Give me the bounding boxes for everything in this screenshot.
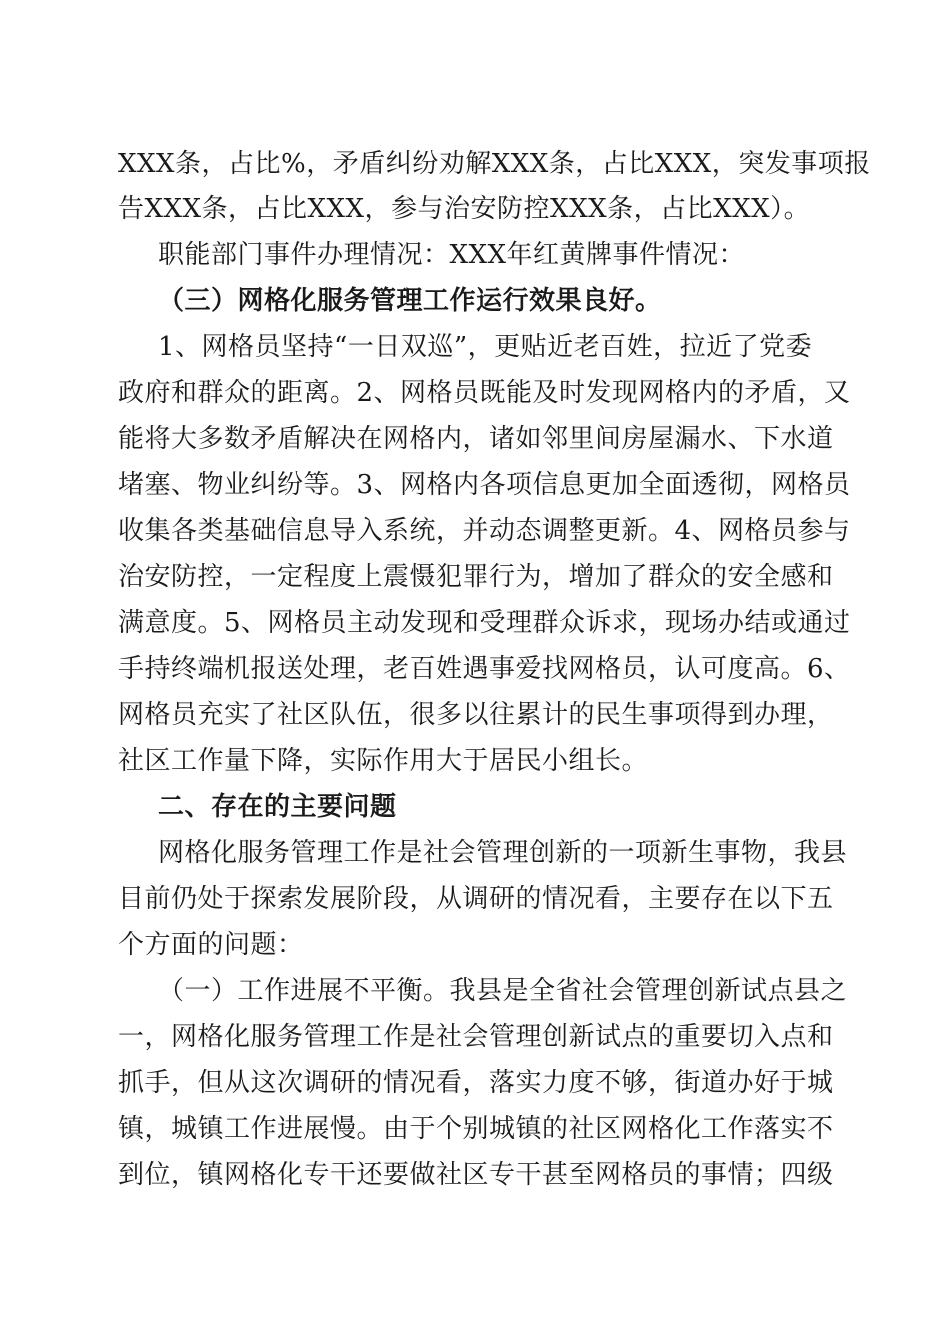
subheading-line: （三）网格化服务管理工作运行效果良好。 <box>158 286 662 316</box>
paragraph-line: 一，网格化服务管理工作是社会管理创新试点的重要切入点和 <box>118 1022 834 1052</box>
paragraph-line: 1、网格员坚持“一日双巡”，更贴近老百姓，拉近了党委 <box>158 332 813 362</box>
paragraph-line: 堵塞、物业纠纷等。3、网格内各项信息更加全面透彻，网格员 <box>118 470 851 500</box>
paragraph-line: 能将大多数矛盾解决在网格内，诸如邻里间房屋漏水、下水道 <box>118 424 834 454</box>
paragraph-line: 告XXX条，占比XXX，参与治安防控XXX条，占比XXX）。 <box>118 194 811 224</box>
section-heading: 二、存在的主要问题 <box>158 792 397 822</box>
paragraph-line: XXX条，占比%，矛盾纠纷劝解XXX条，占比XXX，突发事项报 <box>118 149 871 179</box>
paragraph-line: 社区工作量下降，实际作用大于居民小组长。 <box>118 746 649 776</box>
paragraph-line: 网格员充实了社区队伍，很多以往累计的民生事项得到办理， <box>118 700 834 730</box>
paragraph-line: 镇，城镇工作进展慢。由于个别城镇的社区网格化工作落实不 <box>118 1114 834 1144</box>
paragraph-line: 网格化服务管理工作是社会管理创新的一项新生事物，我县 <box>158 838 848 868</box>
paragraph-line: 手持终端机报送处理，老百姓遇事爱找网格员，认可度高。6、 <box>118 654 851 684</box>
paragraph-line: 目前仍处于探索发展阶段，从调研的情况看，主要存在以下五 <box>118 884 834 914</box>
paragraph-line: 政府和群众的距离。2、网格员既能及时发现网格内的矛盾，又 <box>118 378 851 408</box>
paragraph-line: 满意度。5、网格员主动发现和受理群众诉求，现场办结或通过 <box>118 608 851 638</box>
paragraph-line: 抓手，但从这次调研的情况看，落实力度不够，街道办好于城 <box>118 1068 834 1098</box>
paragraph-line: 收集各类基础信息导入系统，并动态调整更新。4、网格员参与 <box>118 516 851 546</box>
paragraph-line: 到位，镇网格化专干还要做社区专干甚至网格员的事情；四级 <box>118 1160 834 1190</box>
paragraph-line: 治安防控，一定程度上震慑犯罪行为，增加了群众的安全感和 <box>118 562 834 592</box>
paragraph-line: 职能部门事件办理情况：XXX年红黄牌事件情况： <box>158 240 746 270</box>
paragraph-line: （一）工作进展不平衡。我县是全省社会管理创新试点县之 <box>158 976 848 1006</box>
paragraph-line: 个方面的问题： <box>118 930 304 960</box>
